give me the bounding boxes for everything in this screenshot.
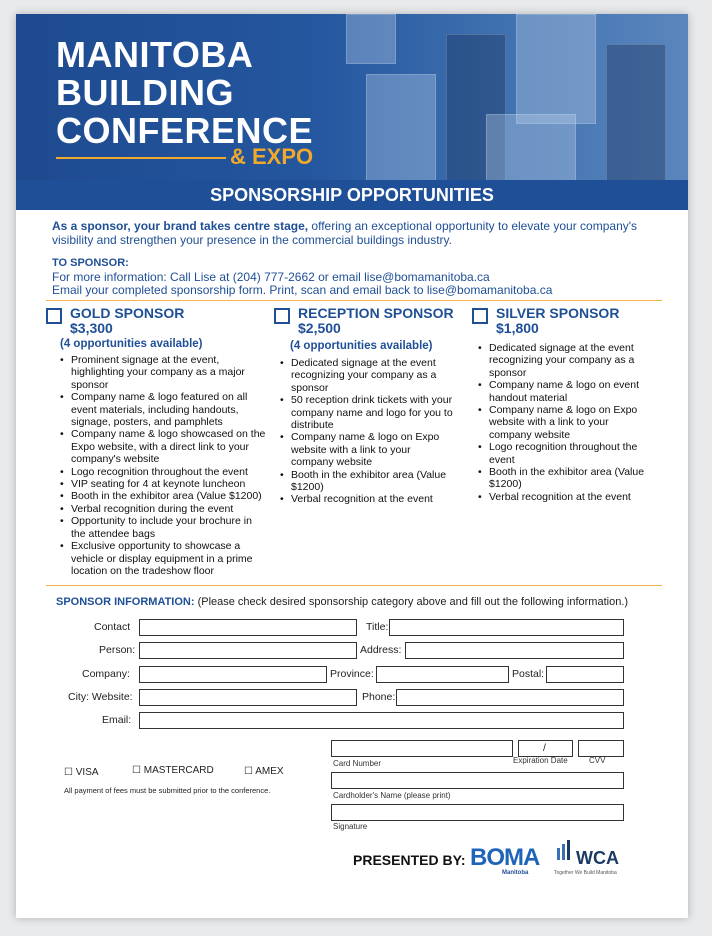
- address-label: Address:: [360, 644, 402, 656]
- section-band: SPONSORSHIP OPPORTUNITIES: [16, 180, 688, 210]
- amex-label: AMEX: [255, 766, 284, 777]
- benefit-list: [280, 357, 455, 506]
- list-item: • Company name & logo showcased on the Expo website, with a direct link to your company's website: [60, 428, 266, 465]
- list-item: • Prominent signage at the event, highlighting your company as a major sponsor: [60, 354, 266, 391]
- person-field[interactable]: [139, 642, 357, 659]
- company-label: Company:: [82, 668, 130, 680]
- tier-availability: (4 opportunities available): [290, 340, 433, 352]
- sponsor-info-heading: [56, 596, 628, 608]
- list-item: • Opportunity to include your brochure in the attendee bags: [60, 515, 266, 540]
- sponsor-info-instructions: (Please check desired sponsorship category above and fill out the following information.): [194, 596, 629, 608]
- email-instructions-line: Email your completed sponsorship form. Print, scan and email back to lise@bomamanitoba.ca: [52, 283, 553, 297]
- boma-logo: BOMA: [470, 844, 540, 871]
- to-sponsor-heading: TO SPONSOR:: [52, 257, 129, 269]
- building-graphic: [606, 44, 666, 180]
- signature-field[interactable]: [331, 804, 624, 821]
- intro-lead: As a sponsor, your brand takes centre stage,: [52, 219, 309, 233]
- list-item: • Company name & logo on Expo website with a link to your company website: [478, 404, 653, 441]
- list-item: • Booth in the exhibitor area (Value $1200): [60, 490, 266, 502]
- person-label: Person:: [99, 644, 136, 656]
- presented-by: PRESENTED BY:: [353, 852, 466, 868]
- sponsorship-form-page: [16, 14, 688, 918]
- phone-field[interactable]: [396, 689, 624, 706]
- card-number-label: Card Number: [333, 759, 382, 768]
- tier-name: SILVER SPONSOR: [496, 305, 620, 321]
- list-item: • Booth in the exhibitor area (Value $1200): [280, 469, 455, 494]
- list-item: • 50 reception drink tickets with your company name and logo for you to distribute: [280, 394, 455, 431]
- building-graphic: [346, 14, 396, 64]
- phone-label: Phone:: [362, 691, 396, 703]
- divider: [46, 585, 662, 586]
- list-item: • Verbal recognition during the event: [60, 503, 266, 515]
- cvv-label: CVV: [589, 756, 606, 765]
- address-field[interactable]: [405, 642, 624, 659]
- list-item: • Company name & logo featured on all event materials, including handouts, signage, posters, and pamphlets: [60, 391, 266, 428]
- tier-price: $2,500: [298, 320, 341, 336]
- sponsor-info-title: SPONSOR INFORMATION:: [56, 596, 195, 608]
- wca-logo-sub: Together We Build Manitoba: [554, 870, 617, 876]
- expiration-slash: /: [543, 742, 546, 754]
- payment-note: All payment of fees must be submitted prior to the conference.: [64, 786, 271, 795]
- list-item: • Logo recognition throughout the event: [478, 441, 653, 466]
- cardholder-field[interactable]: [331, 772, 624, 789]
- expiration-label: Expiration Date: [513, 756, 568, 765]
- cardholder-label: Cardholder's Name (please print): [333, 791, 451, 800]
- title-underline: [56, 157, 226, 159]
- tier-price: $3,300: [70, 320, 113, 336]
- wca-logo: WCA: [576, 848, 619, 868]
- amex-option[interactable]: ☐ AMEX: [244, 766, 284, 777]
- list-item: • Logo recognition throughout the event: [60, 466, 266, 478]
- list-item: • Company name & logo on event handout material: [478, 379, 653, 404]
- postal-field[interactable]: [546, 666, 624, 683]
- card-number-field[interactable]: [331, 740, 513, 757]
- title-line: CONFERENCE: [56, 110, 314, 151]
- city-website-field[interactable]: [139, 689, 357, 706]
- building-graphic: [486, 114, 576, 180]
- tier-price: $1,800: [496, 320, 539, 336]
- email-field[interactable]: [139, 712, 624, 729]
- divider: [46, 300, 662, 301]
- email-label: Email:: [102, 714, 132, 726]
- wca-logo-icon: [556, 840, 574, 862]
- silver-checkbox[interactable]: [472, 308, 488, 324]
- mastercard-label: MASTERCARD: [143, 765, 214, 776]
- contact-info-line: For more information: Call Lise at (204) 777-2662 or email lise@bomamanitoba.ca: [52, 269, 490, 284]
- list-item: • Dedicated signage at the event recognizing your company as a sponsor: [478, 342, 653, 379]
- list-item: • Booth in the exhibitor area (Value $1200): [478, 466, 653, 491]
- city-website-label: City: Website:: [68, 691, 133, 703]
- company-field[interactable]: [139, 666, 327, 683]
- visa-label: VISA: [75, 767, 99, 778]
- cvv-field[interactable]: [578, 740, 624, 757]
- contact-field[interactable]: [139, 619, 357, 636]
- title-line: MANITOBA: [56, 34, 254, 75]
- tier-availability: (4 opportunities available): [60, 338, 203, 350]
- province-label: Province:: [330, 668, 374, 680]
- list-item: • VIP seating for 4 at keynote luncheon: [60, 478, 266, 490]
- header-banner: [16, 14, 688, 180]
- boma-logo-sub: Manitoba: [502, 870, 529, 876]
- title-field[interactable]: [389, 619, 624, 636]
- province-field[interactable]: [376, 666, 509, 683]
- list-item: • Company name & logo on Expo website with a link to your company website: [280, 431, 455, 468]
- to-sponsor-block: [52, 257, 666, 298]
- visa-option[interactable]: ☐ VISA: [64, 767, 99, 778]
- building-graphic: [366, 74, 436, 180]
- postal-label: Postal:: [512, 668, 545, 680]
- building-graphic: [516, 14, 596, 124]
- signature-label: Signature: [333, 822, 368, 831]
- title-line: BUILDING: [56, 72, 234, 113]
- benefit-list: [478, 342, 653, 503]
- list-item: • Dedicated signage at the event recognizing your company as a sponsor: [280, 357, 455, 394]
- list-item: • Exclusive opportunity to showcase a vehicle or display equipment in a prime location on the tradeshow floor: [60, 540, 266, 577]
- intro-paragraph: [52, 220, 666, 247]
- title-label: Title:: [366, 621, 389, 633]
- gold-checkbox[interactable]: [46, 308, 62, 324]
- reception-checkbox[interactable]: [274, 308, 290, 324]
- tier-name: RECEPTION SPONSOR: [298, 305, 454, 321]
- contact-label: Contact: [94, 621, 131, 633]
- expo-suffix: & EXPO: [230, 144, 314, 169]
- mastercard-option[interactable]: ☐ MASTERCARD: [132, 765, 214, 776]
- tier-name: GOLD SPONSOR: [70, 305, 185, 321]
- conference-title: [56, 36, 313, 150]
- list-item: • Verbal recognition at the event: [280, 493, 455, 505]
- benefit-list: [60, 354, 266, 577]
- intro-rest: offering an exceptional opportunity to elevate your company's visibility and strengthen your presence in the commercial buildings industry.: [52, 219, 638, 247]
- list-item: • Verbal recognition at the event: [478, 491, 653, 503]
